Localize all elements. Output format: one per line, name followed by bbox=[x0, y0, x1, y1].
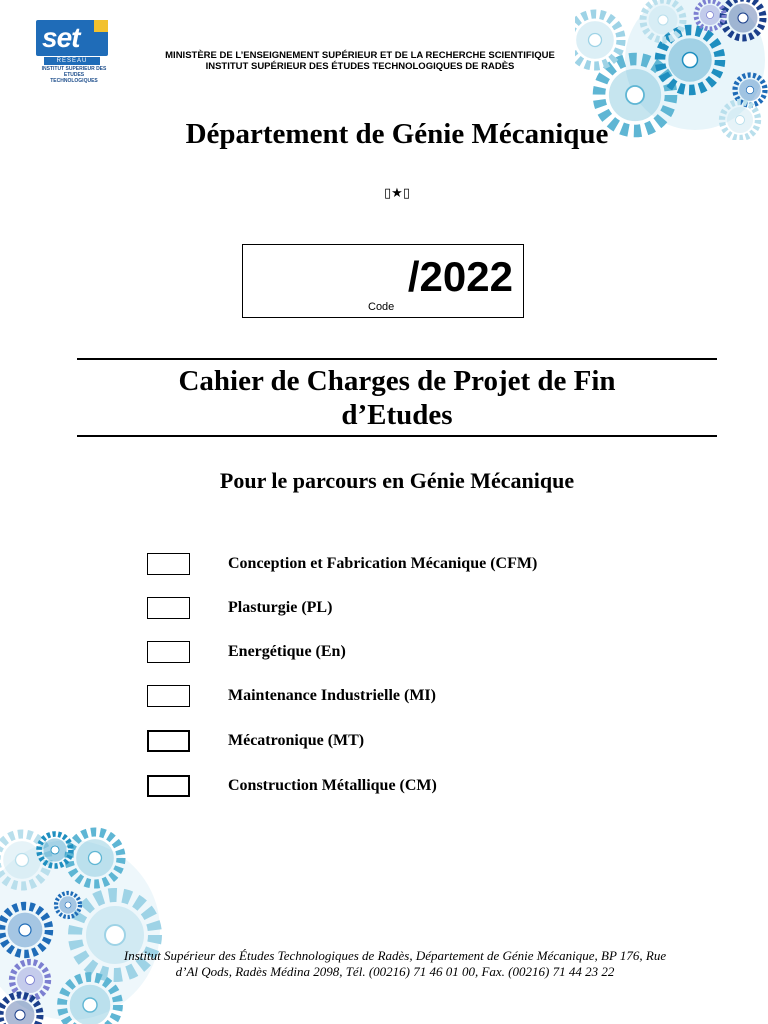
ministry-name: MINISTÈRE DE L’ENSEIGNEMENT SUPÉRIEUR ET DE LA RECHERCHE SCIENTIFIQUE bbox=[165, 50, 555, 61]
gears-decoration-bottom-left bbox=[0, 820, 180, 1024]
option-label: Mécatronique (MT) bbox=[228, 732, 365, 749]
option-pl[interactable] bbox=[0, 597, 768, 627]
code-label: Code bbox=[368, 301, 395, 313]
option-checkbox[interactable] bbox=[147, 775, 190, 797]
logo-network-label: RESEAU bbox=[44, 57, 100, 65]
option-label: Maintenance Industrielle (MI) bbox=[228, 687, 436, 704]
option-mi[interactable] bbox=[0, 685, 768, 715]
footer-line-2: d’Al Qods, Radès Médina 2098, Tél. (00216) 71 46 01 00, Fax. (00216) 71 44 23 22 bbox=[175, 964, 615, 979]
institute-logo bbox=[36, 20, 108, 88]
option-label: Plasturgie (PL) bbox=[228, 599, 333, 616]
option-mt[interactable] bbox=[0, 730, 768, 760]
option-checkbox[interactable] bbox=[147, 641, 190, 663]
logo-yellow-corner bbox=[94, 20, 108, 32]
option-checkbox[interactable] bbox=[147, 685, 190, 707]
title-top-rule bbox=[77, 358, 717, 360]
institute-name: INSTITUT SUPÉRIEUR DES ÉTUDES TECHNOLOGIQUES DE RADÈS bbox=[205, 61, 515, 72]
title-bottom-rule bbox=[77, 435, 717, 437]
option-checkbox[interactable] bbox=[147, 553, 190, 575]
logo-mark: set bbox=[42, 22, 80, 53]
document-title-line-1: Cahier de Charges de Projet de Fin bbox=[178, 365, 616, 397]
document-title bbox=[77, 364, 717, 432]
star-ornament: ▯★▯ bbox=[384, 186, 410, 201]
footer-address bbox=[90, 948, 700, 980]
option-label: Construction Métallique (CM) bbox=[228, 777, 437, 794]
footer-line-1: Institut Supérieur des Études Technologiques de Radès, Département de Génie Mécanique, BP 176, Rue bbox=[123, 948, 667, 963]
logo-subtitle: INSTITUT SUPERIEUR DES ETUDES TECHNOLOGIQUES bbox=[41, 66, 107, 84]
department-title: Département de Génie Mécanique bbox=[185, 118, 609, 150]
code-box[interactable] bbox=[242, 244, 524, 318]
track-subtitle: Pour le parcours en Génie Mécanique bbox=[219, 468, 575, 493]
option-cfm[interactable] bbox=[0, 553, 768, 583]
option-checkbox[interactable] bbox=[147, 597, 190, 619]
code-year: /2022 bbox=[407, 253, 513, 300]
option-label: Conception et Fabrication Mécanique (CFM) bbox=[228, 555, 538, 572]
option-label: Energétique (En) bbox=[228, 643, 346, 660]
option-en[interactable] bbox=[0, 641, 768, 671]
option-checkbox[interactable] bbox=[147, 730, 190, 752]
document-title-line-2: d’Etudes bbox=[341, 399, 453, 431]
option-cm[interactable] bbox=[0, 775, 768, 805]
